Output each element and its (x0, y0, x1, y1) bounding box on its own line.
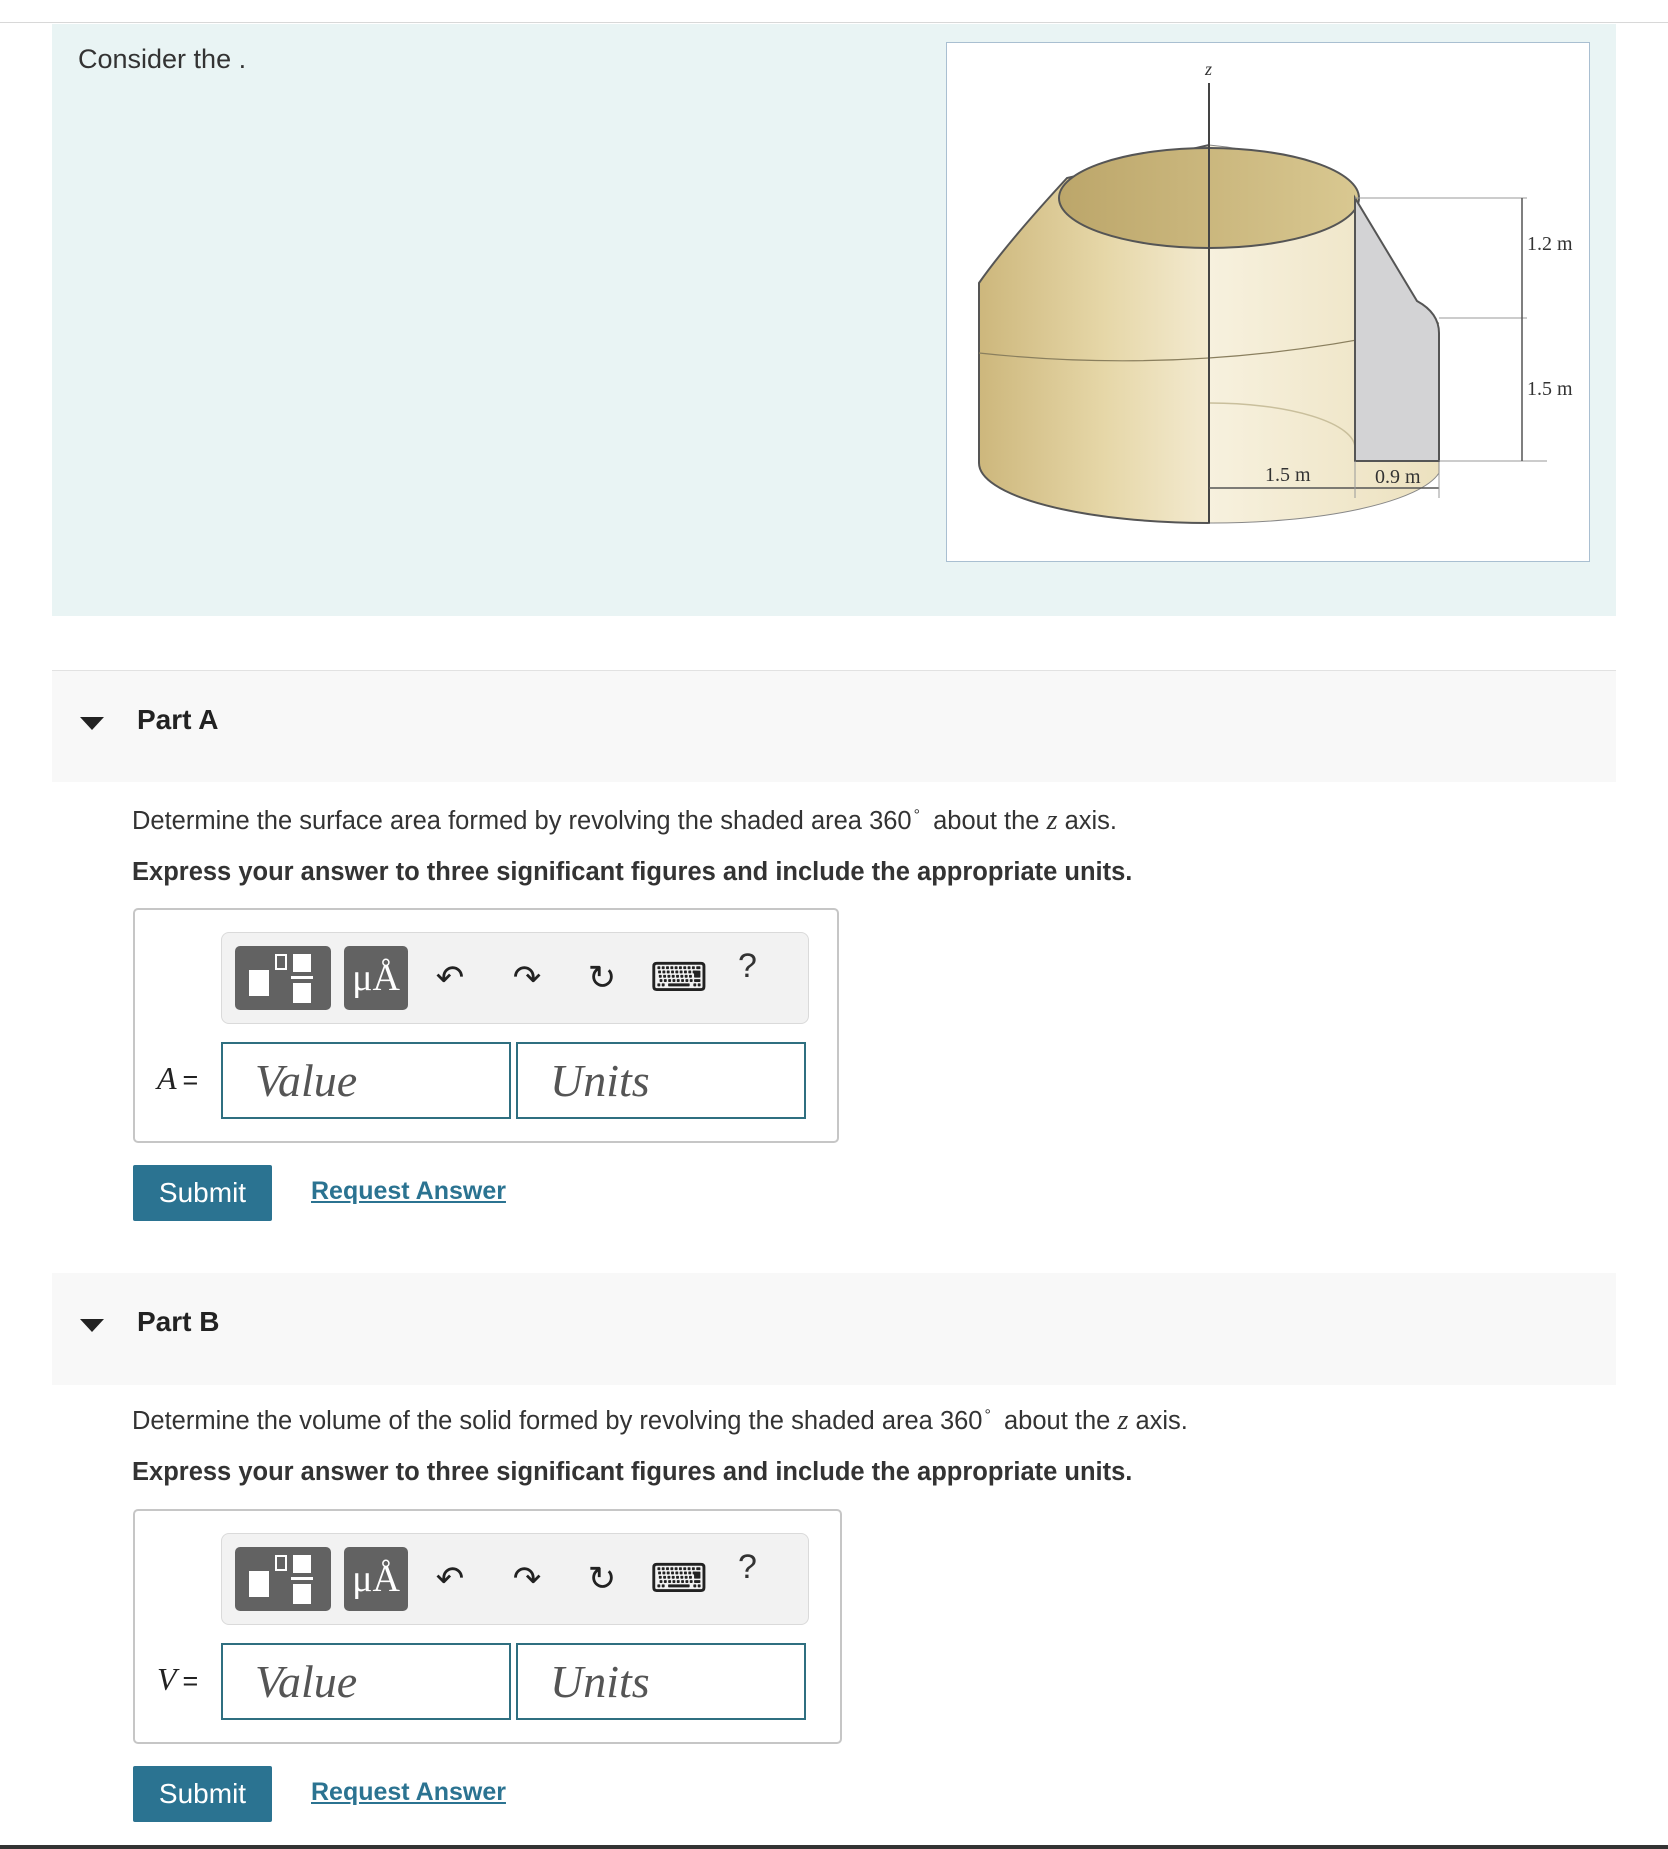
keyboard-icon[interactable]: ⌨ (650, 956, 708, 1000)
top-divider (0, 22, 1668, 23)
part-b-prompt-after: axis. (1135, 1407, 1188, 1435)
part-a-collapse-toggle[interactable] (80, 717, 104, 730)
part-a-prompt (132, 805, 1117, 837)
part-a-math-toolbar (221, 932, 809, 1024)
part-a-units-input[interactable] (516, 1042, 806, 1119)
part-b-collapse-toggle[interactable] (80, 1319, 104, 1332)
problem-figure[interactable] (946, 42, 1590, 562)
part-b-variable: V (157, 1661, 177, 1697)
part-b-equals: = (182, 1666, 199, 1696)
part-a-prompt-before: Determine the surface area formed by revolving the shaded area 360 (132, 807, 912, 835)
problem-intro (52, 24, 1616, 616)
part-a-request-answer-link[interactable]: Request Answer (311, 1177, 506, 1205)
part-a-value-input[interactable] (221, 1042, 511, 1119)
z-axis-label: z (1205, 59, 1213, 79)
undo-icon[interactable]: ↶ (435, 959, 465, 997)
units-symbol-button[interactable]: μÅ (344, 1547, 408, 1611)
part-a-variable: A (157, 1060, 177, 1096)
part-b-request-answer-link[interactable]: Request Answer (311, 1778, 506, 1806)
figure-drawing (947, 43, 1590, 562)
undo-icon[interactable]: ↶ (435, 1560, 465, 1598)
intro-text: Consider the . (78, 44, 247, 74)
part-b-instruction: Express your answer to three significant figures and include the appropriate units. (132, 1458, 1133, 1486)
part-a-degree: ° (913, 807, 921, 824)
keyboard-icon[interactable]: ⌨ (650, 1557, 708, 1601)
part-b-zvar: z (1117, 1405, 1129, 1436)
units-symbol-button[interactable]: μÅ (344, 946, 408, 1010)
part-b-prompt-mid: about the (1004, 1407, 1111, 1435)
part-a-prompt-mid: about the (933, 807, 1040, 835)
templates-icon[interactable] (235, 1547, 331, 1611)
part-b-submit-button[interactable]: Submit (133, 1766, 272, 1822)
bottom-divider (0, 1845, 1668, 1849)
part-a-variable-label (157, 1060, 198, 1097)
part-a-instruction: Express your answer to three significant figures and include the appropriate units. (132, 858, 1133, 886)
part-b-answer-box (133, 1509, 842, 1744)
reset-icon[interactable]: ↻ (587, 1560, 617, 1598)
templates-icon[interactable] (235, 946, 331, 1010)
part-a-submit-button[interactable]: Submit (133, 1165, 272, 1221)
part-a-equals: = (182, 1065, 199, 1095)
part-a-answer-box (133, 908, 839, 1143)
help-icon[interactable]: ? (738, 1548, 757, 1586)
redo-icon[interactable]: ↷ (512, 1560, 542, 1598)
part-a-header[interactable] (52, 670, 1616, 782)
part-a-title: Part A (137, 704, 219, 735)
part-b-header[interactable] (52, 1273, 1616, 1385)
part-b-variable-label (157, 1661, 198, 1698)
part-b-prompt-before: Determine the volume of the solid formed by revolving the shaded area 360 (132, 1407, 983, 1435)
part-b-degree: ° (984, 1407, 991, 1424)
dim-top-height: 1.2 m (1527, 233, 1573, 255)
part-b-math-toolbar (221, 1533, 809, 1625)
part-b-units-input[interactable] (516, 1643, 806, 1720)
part-b-value-input[interactable] (221, 1643, 511, 1720)
shaded-area (1355, 198, 1439, 461)
part-b-prompt (132, 1405, 1188, 1437)
part-a-prompt-after: axis. (1064, 807, 1118, 835)
dim-shaded-width: 0.9 m (1375, 466, 1421, 488)
redo-icon[interactable]: ↷ (512, 959, 542, 997)
dim-bottom-height: 1.5 m (1527, 378, 1573, 400)
part-a-zvar: z (1046, 805, 1058, 836)
part-b-title: Part B (137, 1306, 220, 1337)
reset-icon[interactable]: ↻ (587, 959, 617, 997)
dim-inner-radius: 1.5 m (1265, 464, 1311, 486)
help-icon[interactable]: ? (738, 947, 757, 985)
